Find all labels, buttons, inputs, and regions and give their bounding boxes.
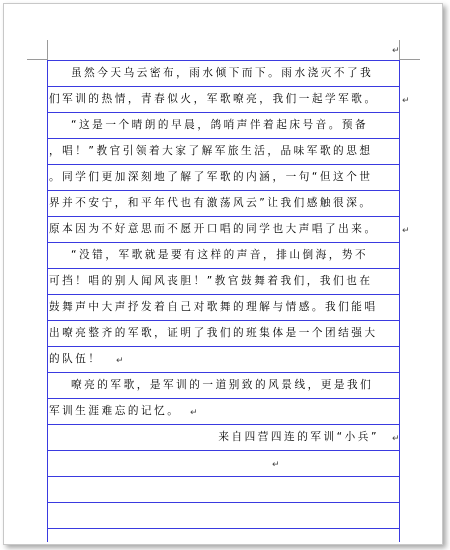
ruled-line [47, 320, 400, 321]
ruled-line [47, 502, 400, 503]
paragraph-mark-icon: ↵ [402, 96, 410, 106]
ruled-line [47, 216, 400, 217]
paragraph-mark-icon: ↵ [392, 46, 400, 56]
ruled-line [47, 294, 400, 295]
ruled-line [47, 190, 400, 191]
ruled-line [47, 528, 400, 529]
left-margin-line [47, 60, 48, 542]
ruled-line [47, 112, 400, 113]
text-line: 们军训的热情，青春似火，军歌嘹亮，我们一起学军歌。 [49, 93, 378, 105]
signature-line: 来自四营四连的军训“小兵” [218, 431, 379, 443]
text-line: 。同学们更加深刻地了解了军歌的内涵，一句“但这个世 [49, 171, 373, 183]
ruled-line [47, 346, 400, 347]
ruled-line [47, 268, 400, 269]
text-line: 鼓舞声中大声抒发着自己对歌舞的理解与情感。我们能唱 [49, 301, 378, 313]
paragraph-mark-icon: ↵ [402, 226, 410, 236]
text-line: 出嘹亮整齐的军歌，证明了我们的班集体是一个团结强大 [49, 327, 378, 339]
text-line: 界并不安宁，和平年代也有激荡风云”让我们感触很深。 [49, 197, 373, 209]
paragraph-mark-icon: ↵ [272, 460, 280, 470]
text-line: “这是一个晴朗的早晨，鸽哨声伴着起床号音。预备 [71, 119, 369, 131]
text-line: ，唱！”教官引领着大家了解军旅生活，品味军歌的思想 [49, 145, 373, 157]
ruled-line [47, 476, 400, 477]
ruled-line [47, 138, 400, 139]
page-frame [3, 3, 443, 545]
text-line: 原本因为不好意思而不愿开口唱的同学也大声唱了出来。 [49, 223, 378, 235]
paragraph-mark-icon: ↵ [116, 356, 124, 366]
ruled-line [47, 86, 400, 87]
ruled-line [47, 60, 400, 61]
ruled-line [47, 450, 400, 451]
ruled-line [47, 398, 400, 399]
text-line: 的队伍！ [49, 353, 102, 365]
ruled-line [47, 424, 400, 425]
text-line: “没错，军歌就是要有这样的声音，排山倒海，势不 [71, 249, 369, 261]
crop-mark-top-left-v [47, 40, 48, 60]
text-line: 嘹亮的军歌，是军训的一道别致的风景线，更是我们 [71, 379, 374, 391]
paragraph-mark-icon: ↵ [190, 408, 198, 418]
text-line: 可挡！唱的别人闻风丧胆！”教官鼓舞着我们，我们也在 [49, 275, 373, 287]
right-margin-line [399, 60, 400, 542]
crop-mark-top-left-h [27, 59, 47, 60]
ruled-line [47, 242, 400, 243]
ruled-line [47, 372, 400, 373]
document-page [4, 4, 442, 544]
crop-mark-top-right-h [400, 59, 420, 60]
text-line: 军训生涯难忘的记忆。 [49, 405, 181, 417]
ruled-line [47, 164, 400, 165]
text-line: 虽然今天乌云密布，雨水倾下而下。雨水浇灭不了我 [71, 67, 374, 79]
paragraph-mark-icon: ↵ [392, 434, 400, 444]
